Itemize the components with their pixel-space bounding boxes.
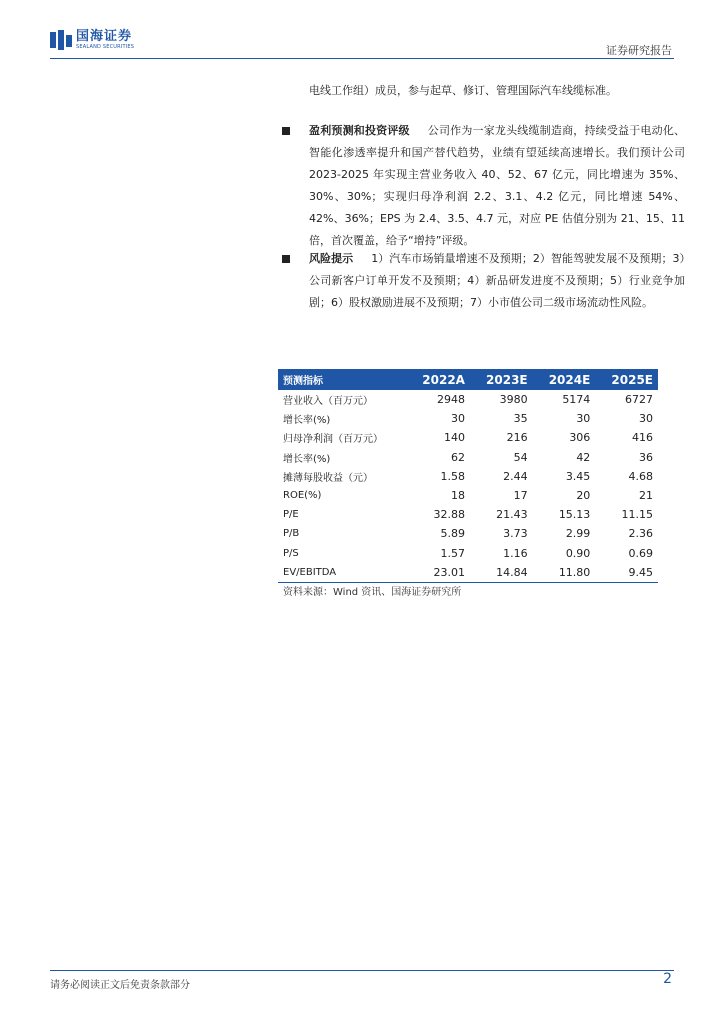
forecast-table [278, 369, 658, 583]
value-cell: 54 [513, 450, 528, 464]
value-cell: 2.99 [565, 527, 591, 541]
row-label-cell: P/S [283, 547, 299, 559]
logo-icon [50, 30, 72, 50]
value-cell: 3.45 [565, 469, 591, 483]
row-label-cell: P/E [283, 509, 299, 521]
value-cell: 2948 [436, 393, 465, 407]
row-label-cell: P/B [283, 528, 300, 540]
logo-name-cn: 国海证券 [76, 29, 133, 44]
row-label-cell: 增长率(%) [283, 453, 331, 465]
forecast-paragraph [309, 120, 685, 252]
value-cell: 0.69 [628, 546, 653, 560]
value-cell: 62 [450, 450, 465, 464]
table-row [278, 390, 658, 409]
page-number: 2 [663, 971, 672, 987]
row-label-cell: 摊薄每股收益（元） [283, 472, 373, 484]
forecast-heading: 盈利预测和投资评级 [309, 124, 410, 137]
table-row [278, 563, 658, 583]
row-label-cell: 营业收入（百万元） [283, 396, 373, 408]
value-cell: 21 [639, 489, 653, 503]
report-type-label: 证券研究报告 [606, 44, 672, 57]
value-cell: 2.44 [503, 469, 528, 483]
table-header-cell: 预测指标 [278, 369, 406, 390]
bullet-square-icon [282, 127, 290, 135]
value-cell: 3.73 [503, 527, 528, 541]
value-cell: 9.45 [595, 563, 658, 583]
value-cell: 11.80 [533, 563, 596, 583]
value-cell: 306 [569, 431, 591, 445]
table-header-row [278, 369, 658, 390]
value-cell: 30 [576, 412, 591, 426]
value-cell: 4.68 [628, 469, 653, 483]
value-cell: 30 [639, 412, 653, 426]
value-cell: 15.13 [558, 508, 591, 522]
value-cell: 216 [506, 431, 528, 445]
table-header-cell: 2022A [406, 369, 470, 390]
forecast-text: 公司作为一家龙头线缆制造商，持续受益于电动化、智能化渗透率提升和国产替代趋势，业绩有望延续高速增长。我们预计公司 2023-2025 年实现主营业务收入 40、52、67 亿元，同比增速为 35%、30%、30%；实现归母净利润 2.2、3.1、4.2 亿元，同比增速 54%、42%、36%；EPS 为 2.4、3.5、4.7 元，对应 PE 估值分别为 21、15、11 倍，首次覆盖，给予“增持”评级。 [309, 124, 686, 247]
value-cell: 416 [632, 431, 653, 445]
table-row [278, 409, 658, 428]
value-cell: 42 [576, 450, 591, 464]
table-header-cell: 2025E [595, 369, 658, 390]
header-divider [50, 58, 674, 59]
table-row [278, 448, 658, 467]
table-source-note: 资料来源：Wind 资讯、国海证券研究所 [283, 587, 462, 598]
value-cell: 3980 [499, 393, 528, 407]
table-row [278, 544, 658, 563]
value-cell: 1.16 [503, 546, 528, 560]
row-label-cell: 归母净利润（百万元） [283, 434, 383, 446]
table-body [278, 390, 658, 582]
value-cell: 1.58 [440, 469, 465, 483]
row-label-cell: 增长率(%) [283, 415, 331, 427]
value-cell: 1.57 [440, 546, 465, 560]
company-logo [50, 30, 134, 50]
table-row [278, 505, 658, 524]
risk-paragraph [309, 248, 685, 314]
row-label-cell: ROE(%) [283, 490, 322, 502]
value-cell: 14.84 [470, 563, 533, 583]
bullet-square-icon [282, 255, 290, 263]
table-header-cell: 2024E [533, 369, 596, 390]
value-cell: 140 [443, 431, 465, 445]
value-cell: 11.15 [621, 508, 653, 522]
risk-heading: 风险提示 [309, 252, 354, 265]
table-row [278, 524, 658, 543]
footer-disclaimer: 请务必阅读正文后免责条款部分 [50, 980, 190, 991]
value-cell: 36 [639, 450, 653, 464]
value-cell: 6727 [625, 393, 653, 407]
continuation-paragraph: 电线工作组）成员，参与起草、修订、管理国际汽车线缆标准。 [309, 84, 617, 97]
value-cell: 35 [513, 412, 528, 426]
table-row [278, 467, 658, 486]
value-cell: 30 [450, 412, 465, 426]
value-cell: 17 [513, 489, 528, 503]
value-cell: 0.90 [565, 546, 591, 560]
row-label-cell: EV/EBITDA [278, 563, 406, 583]
value-cell: 2.36 [628, 527, 653, 541]
footer-divider [50, 970, 674, 971]
value-cell: 21.43 [496, 508, 528, 522]
value-cell: 18 [450, 489, 465, 503]
value-cell: 5174 [562, 393, 591, 407]
table-row [278, 486, 658, 505]
value-cell: 23.01 [406, 563, 470, 583]
table-row [278, 428, 658, 447]
value-cell: 20 [576, 489, 591, 503]
risk-text: 1）汽车市场销量增速不及预期；2）智能驾驶发展不及预期；3）公司新客户订单开发不及预期；4）新品研发进度不及预期；5）行业竞争加剧；6）股权激励进展不及预期；7）小市值公司二级市场流动性风险。 [309, 252, 686, 309]
value-cell: 32.88 [433, 508, 465, 522]
value-cell: 5.89 [440, 527, 465, 541]
logo-name-en: SEALAND SECURITIES [76, 44, 135, 50]
table-header-cell: 2023E [470, 369, 533, 390]
